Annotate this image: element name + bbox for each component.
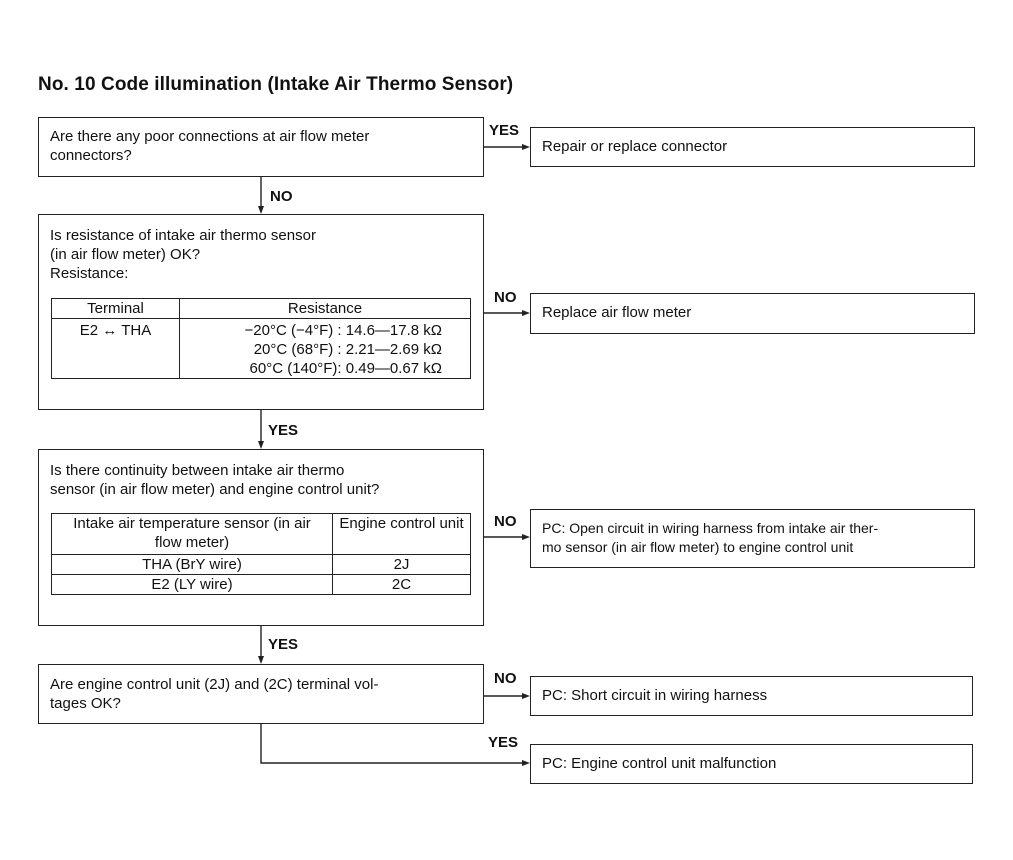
question-line: sensor (in air flow meter) and engine control unit? (50, 481, 380, 498)
question-line: (in air flow meter) OK? (50, 246, 201, 263)
question-box-resistance (38, 214, 484, 410)
arrow-head (258, 206, 264, 214)
arrow-head (522, 534, 530, 540)
table-header: Terminal (52, 299, 180, 319)
question-line: tages OK? (50, 695, 121, 712)
table-header: Resistance (180, 299, 471, 319)
table-header: Intake air temperature sensor (in air flow meter) (52, 514, 333, 555)
action-box-open-circuit (530, 509, 975, 568)
action-box-repair-connector (530, 127, 975, 167)
action-text: PC: Engine control unit malfunction (542, 755, 777, 772)
action-text: PC: Open circuit in wiring harness from intake air ther- (542, 520, 879, 536)
table-cell-resistance: 60°C (140°F): 0.49—0.67 kΩ (249, 360, 442, 377)
action-text: mo sensor (in air flow meter) to engine control unit (542, 539, 854, 555)
action-box-replace-meter (530, 293, 975, 334)
question-line: Is resistance of intake air thermo sensor (50, 227, 316, 244)
question-line: Are engine control unit (2J) and (2C) terminal vol- (50, 676, 379, 693)
connector-q4-yes (261, 724, 524, 763)
resistance-table (51, 298, 471, 379)
table-cell: THA (BrY wire) (52, 555, 333, 575)
yes-label: YES (268, 636, 299, 653)
arrow-head (522, 693, 530, 699)
no-label: NO (270, 188, 293, 205)
arrow-head (258, 656, 264, 664)
action-text: PC: Short circuit in wiring harness (542, 687, 768, 704)
table-cell-resistance: 20°C (68°F) : 2.21—2.69 kΩ (253, 341, 442, 358)
arrow-head (522, 760, 530, 766)
question-line: connectors? (50, 147, 132, 164)
question-line: Resistance: (50, 265, 129, 282)
no-label: NO (494, 289, 517, 306)
table-header: Engine control unit (333, 514, 471, 555)
yes-label: YES (268, 422, 299, 439)
yes-label: YES (489, 122, 520, 139)
action-box-short-circuit (530, 676, 973, 716)
question-box-connections (38, 117, 484, 177)
yes-label: YES (488, 734, 519, 751)
action-box-ecu-malfunction (530, 744, 973, 784)
table-cell-resistance: −20°C (−4°F) : 14.6—17.8 kΩ (244, 322, 442, 339)
question-box-continuity (38, 449, 484, 626)
table-cell: 2C (333, 575, 471, 595)
question-box-terminal-voltages (38, 664, 484, 724)
question-line: Are there any poor connections at air flow meter (50, 128, 370, 145)
action-text: Replace air flow meter (542, 304, 692, 321)
arrow-head (522, 144, 530, 150)
no-label: NO (494, 670, 517, 687)
arrow-head (522, 310, 530, 316)
table-cell-terminal: E2 ↔ THA (52, 319, 180, 379)
table-cell: 2J (333, 555, 471, 575)
page-title: No. 10 Code illumination (Intake Air Thermo Sensor) (38, 74, 514, 95)
question-line: Is there continuity between intake air thermo (50, 462, 345, 479)
arrow-head (258, 441, 264, 449)
table-cell: E2 (LY wire) (52, 575, 333, 595)
no-label: NO (494, 513, 517, 530)
continuity-table (51, 513, 471, 595)
action-text: Repair or replace connector (542, 138, 728, 155)
